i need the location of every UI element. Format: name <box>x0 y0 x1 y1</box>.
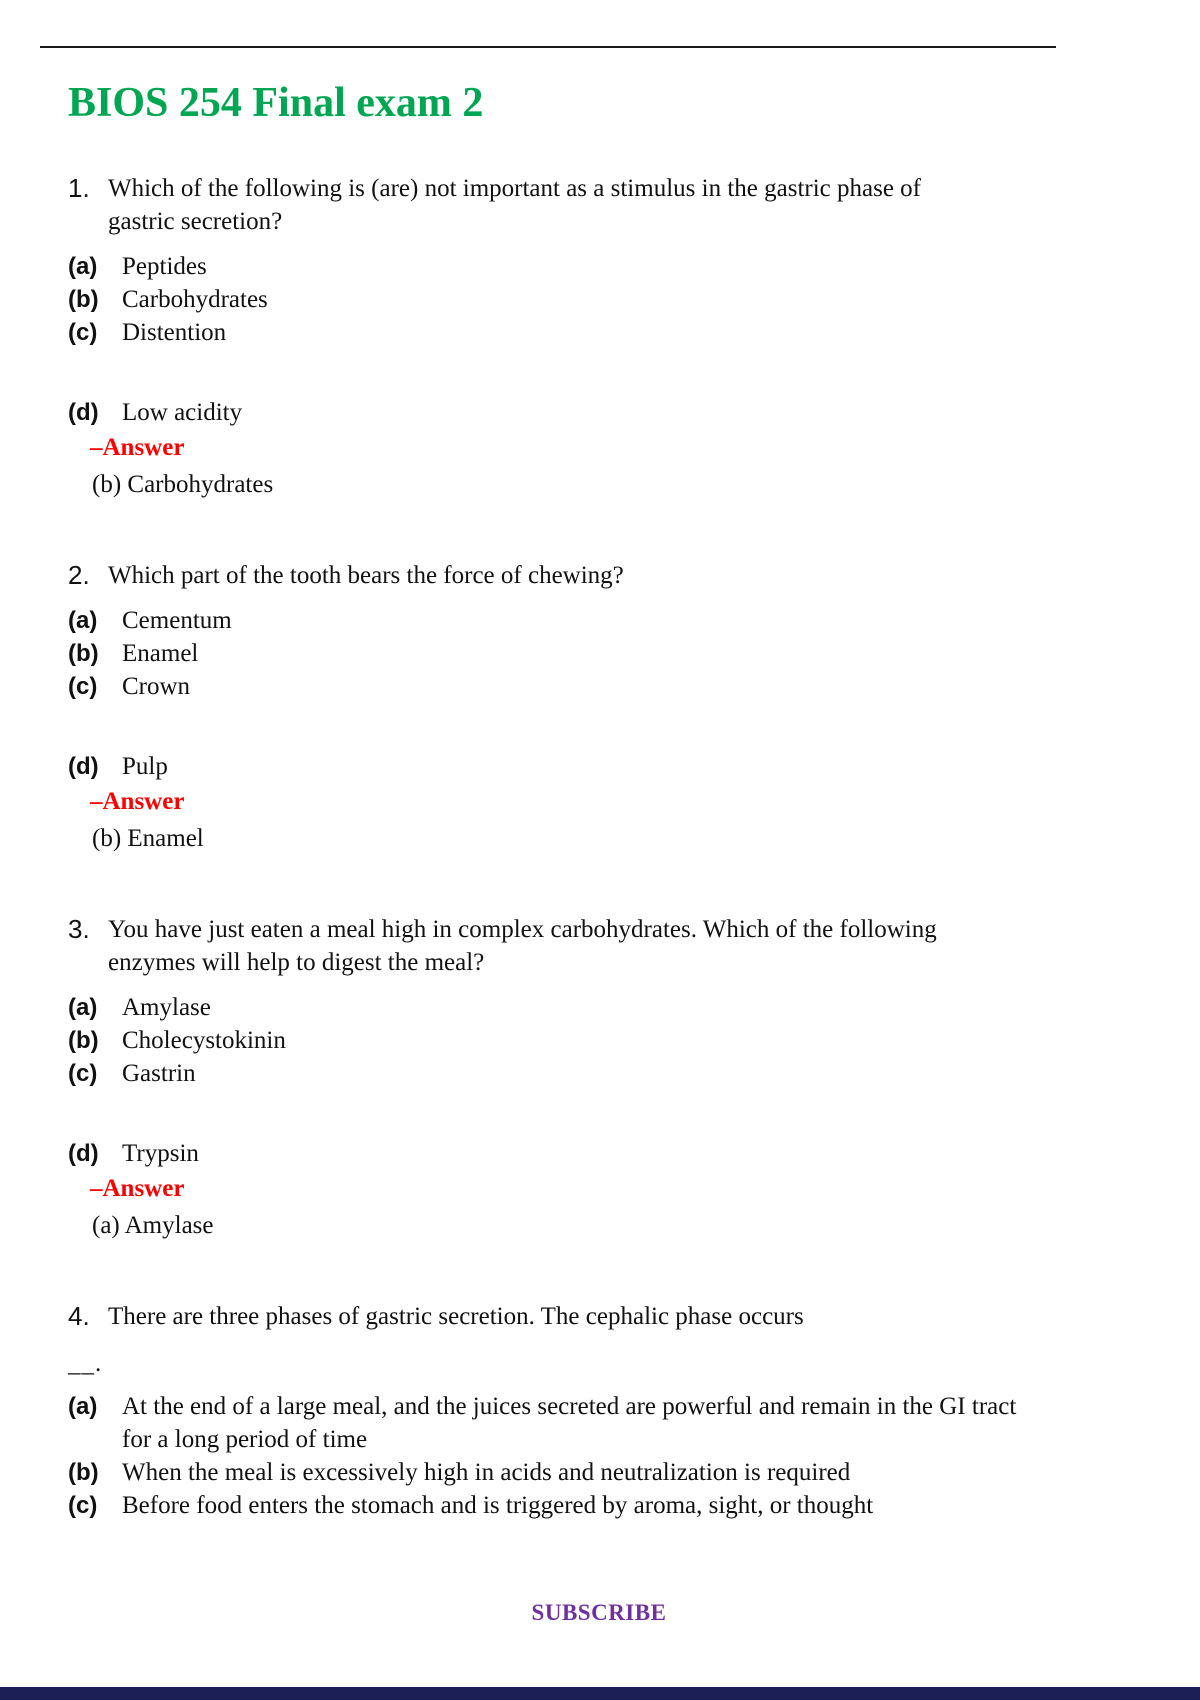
option-c <box>68 1489 1130 1522</box>
question-number: 1. <box>68 173 90 203</box>
question-number: 2. <box>68 560 90 590</box>
option-text: Gastrin <box>122 1060 196 1087</box>
option-d <box>68 1137 1130 1170</box>
footer-bar <box>0 1687 1200 1700</box>
option-label: (c) <box>68 1492 98 1519</box>
option-c <box>68 316 1130 349</box>
question-3 <box>68 913 1130 1242</box>
question-text: Which of the following is (are) not important as a stimulus in the gastric phase of gastric secretion? <box>108 175 922 235</box>
option-label: (a) <box>68 253 98 280</box>
top-horizontal-rule <box>40 46 1056 48</box>
option-text: Cementum <box>122 607 232 634</box>
option-b <box>68 1456 1130 1489</box>
option-label: (a) <box>68 607 98 634</box>
option-label: (d) <box>68 1140 99 1167</box>
question-4 <box>68 1300 1130 1522</box>
option-label: (c) <box>68 1060 98 1087</box>
answer-text: (a) Amylase <box>92 1212 214 1239</box>
option-label: (a) <box>68 994 98 1021</box>
option-text: At the end of a large meal, and the juices secreted are powerful and remain in the GI tract for a long period of time <box>122 1393 1017 1453</box>
option-label: (c) <box>68 673 98 700</box>
option-text: Carbohydrates <box>122 286 268 313</box>
option-label: (a) <box>68 1393 98 1420</box>
option-text: Trypsin <box>122 1140 199 1167</box>
answer-text: (b) Carbohydrates <box>92 471 274 498</box>
page-title: BIOS 254 Final exam 2 <box>68 80 484 126</box>
option-label: (c) <box>68 319 98 346</box>
option-b <box>68 637 1130 670</box>
option-c <box>68 1057 1130 1090</box>
option-label: (b) <box>68 286 99 313</box>
option-d <box>68 750 1130 783</box>
option-text: Pulp <box>122 753 168 780</box>
question-line <box>68 913 1130 979</box>
option-text: Before food enters the stomach and is triggered by aroma, sight, or thought <box>122 1492 874 1519</box>
option-d <box>68 396 1130 429</box>
option-a <box>68 250 1130 283</box>
option-b <box>68 283 1130 316</box>
option-text: Low acidity <box>122 399 243 426</box>
answer-label: –Answer <box>90 434 185 461</box>
question-text: You have just eaten a meal high in complex carbohydrates. Which of the following enzymes will help to digest the meal? <box>108 916 937 976</box>
answer-text: (b) Enamel <box>92 825 204 852</box>
option-text: Crown <box>122 673 191 700</box>
subscribe-link[interactable]: SUBSCRIBE <box>531 1600 667 1625</box>
option-text: When the meal is excessively high in acids and neutralization is required <box>122 1459 851 1486</box>
option-text: Amylase <box>122 994 211 1021</box>
option-label: (d) <box>68 399 99 426</box>
answer-label: –Answer <box>90 1175 185 1202</box>
option-label: (b) <box>68 1027 99 1054</box>
question-line <box>68 559 1130 592</box>
option-label: (b) <box>68 640 99 667</box>
question-1 <box>68 172 1130 501</box>
question-line <box>68 1300 1130 1333</box>
question-text: Which part of the tooth bears the force of chewing? <box>108 562 624 589</box>
option-a <box>68 1390 1130 1456</box>
question-line <box>68 172 1130 238</box>
answer-label: –Answer <box>90 788 185 815</box>
question-blank: __. <box>68 1350 103 1377</box>
option-a <box>68 604 1130 637</box>
question-number: 3. <box>68 914 90 944</box>
option-text: Peptides <box>122 253 207 280</box>
subscribe-row <box>68 1600 1130 1626</box>
option-text: Enamel <box>122 640 199 667</box>
question-number: 4. <box>68 1301 90 1331</box>
option-c <box>68 670 1130 703</box>
question-2 <box>68 559 1130 855</box>
option-label: (d) <box>68 753 99 780</box>
option-text: Distention <box>122 319 227 346</box>
option-b <box>68 1024 1130 1057</box>
option-a <box>68 991 1130 1024</box>
question-text: There are three phases of gastric secretion. The cephalic phase occurs <box>108 1303 804 1330</box>
option-label: (b) <box>68 1459 99 1486</box>
option-text: Cholecystokinin <box>122 1027 286 1054</box>
